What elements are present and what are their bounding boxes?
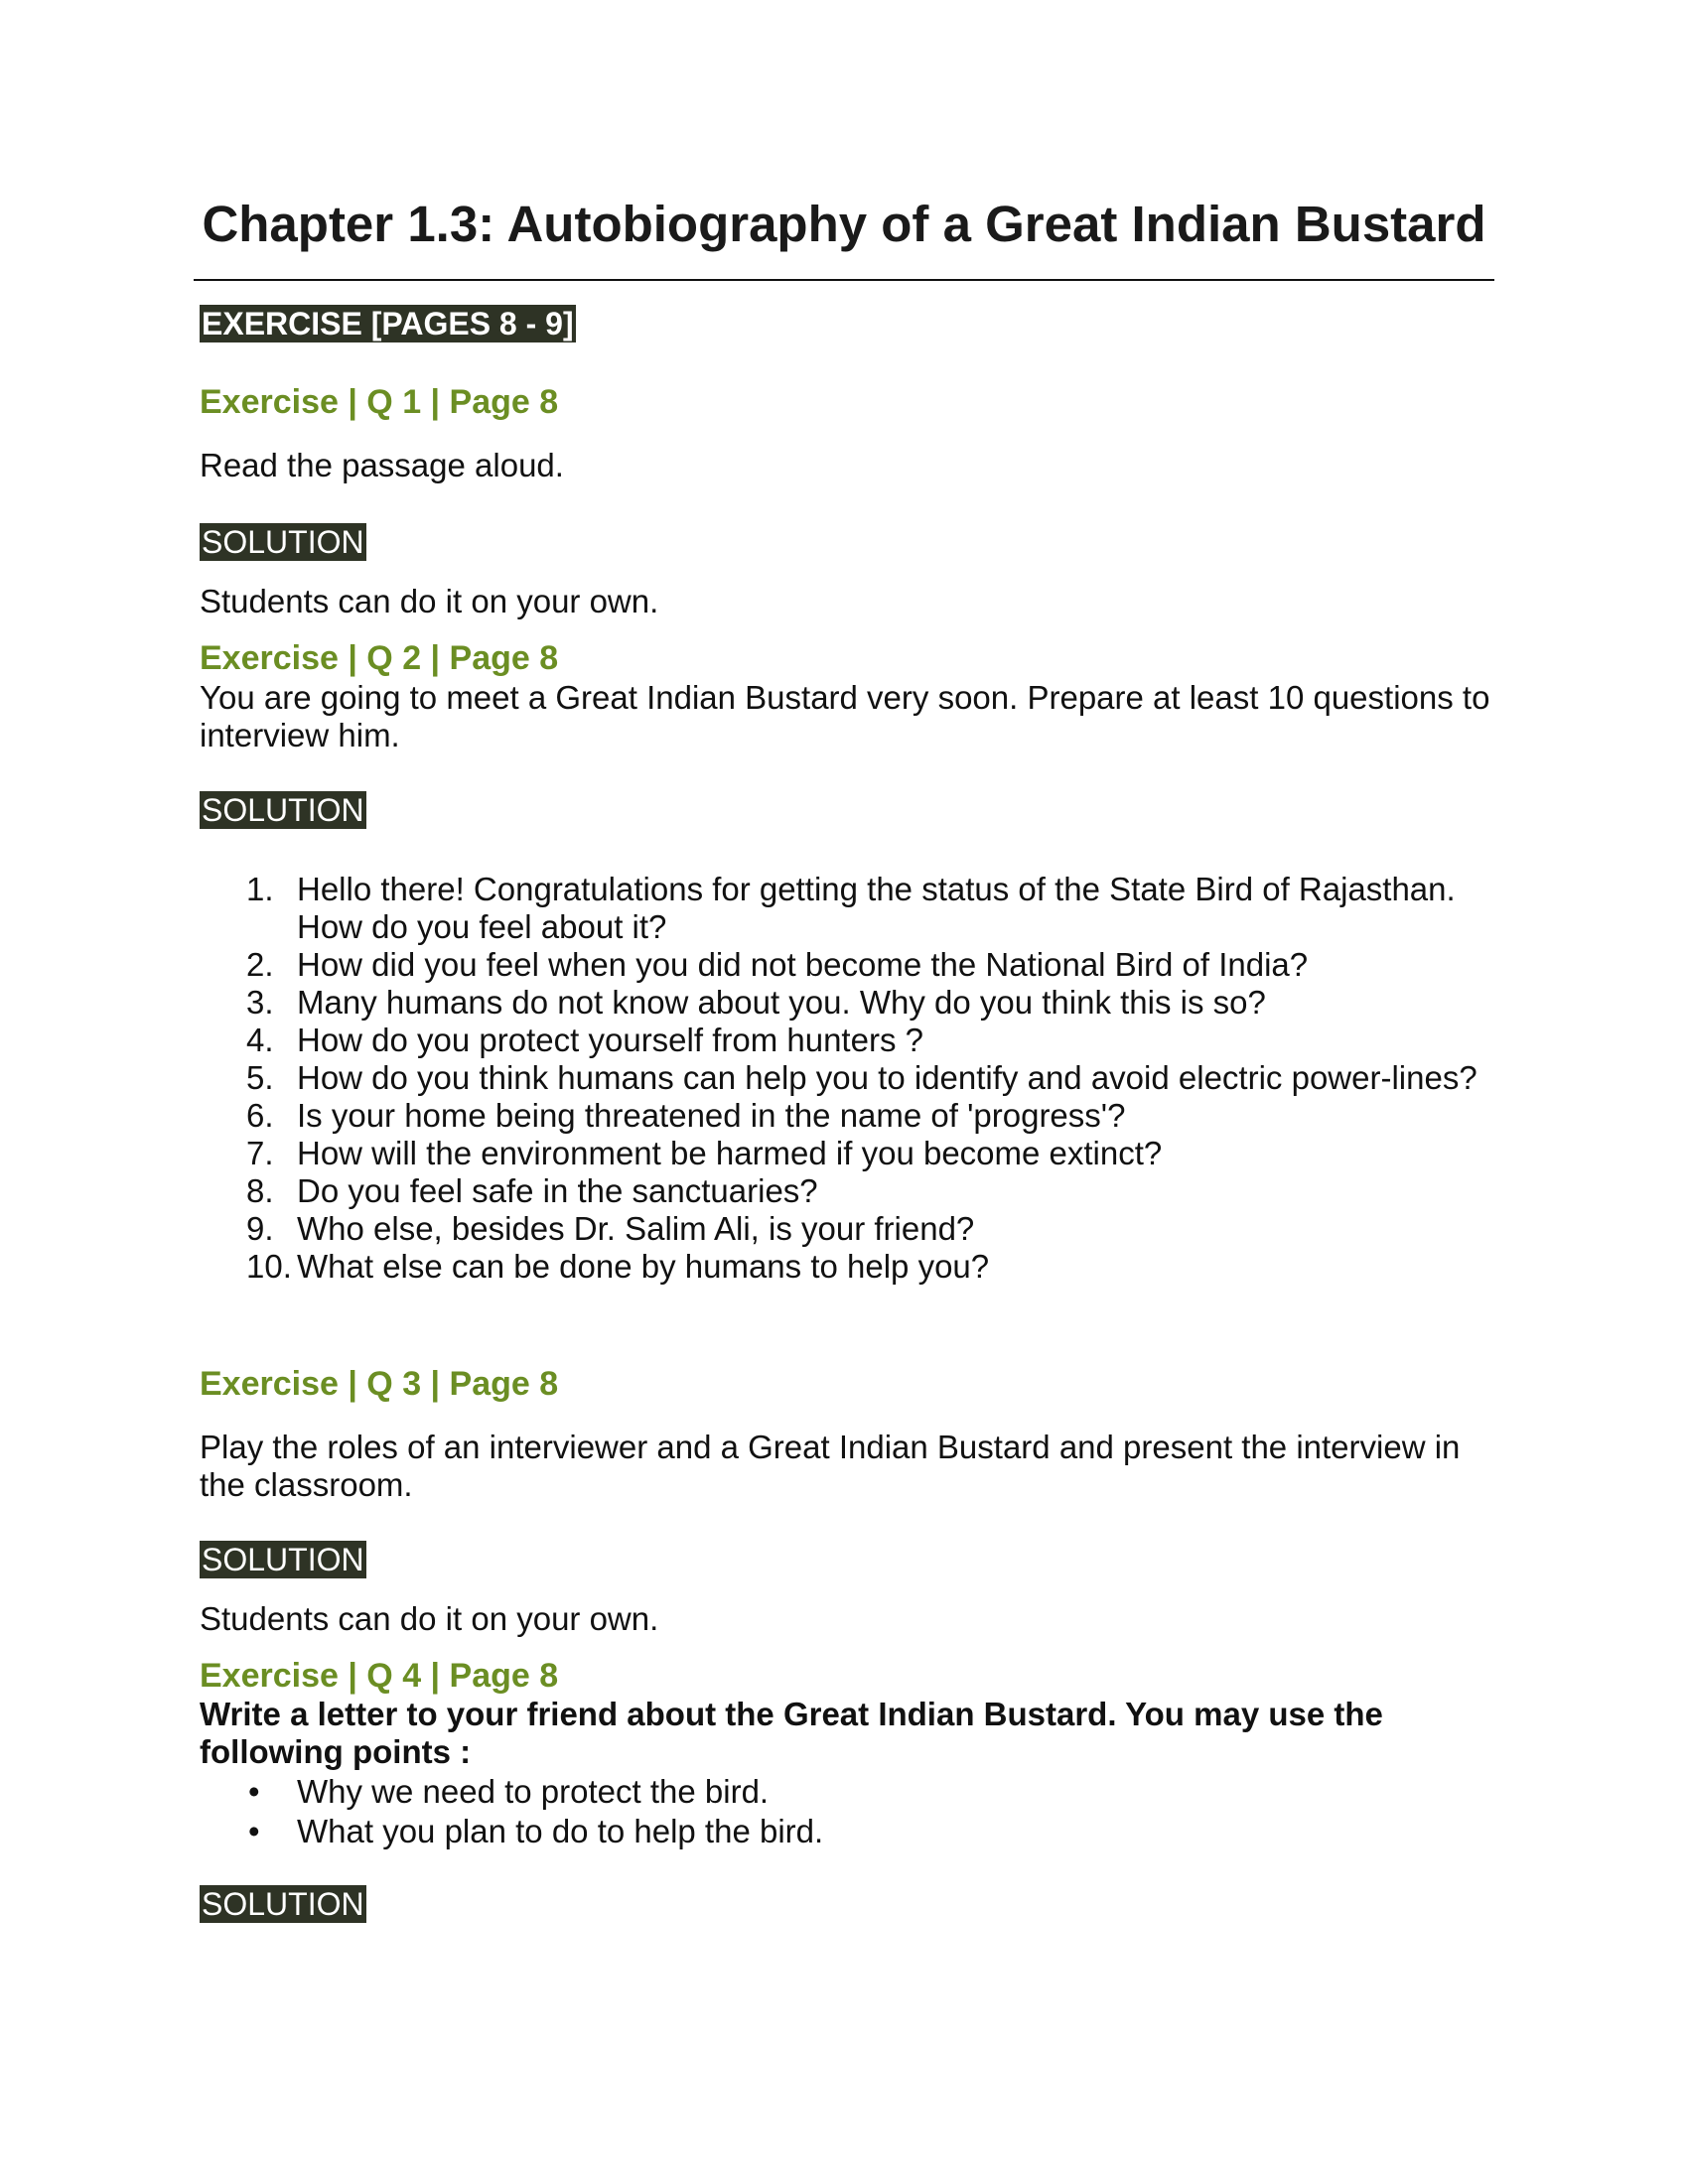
list-item-text: Why we need to protect the bird. <box>297 1773 770 1810</box>
bullet-icon: • <box>248 1813 260 1849</box>
q4-question-text: Write a letter to your friend about the Great Indian Bustard. You may use the following points : <box>200 1696 1383 1770</box>
list-item-number: 10. <box>246 1248 292 1285</box>
list-item <box>200 1210 1490 1248</box>
q3-solution-label: SOLUTION <box>202 1542 364 1577</box>
list-item <box>200 1772 1490 1812</box>
list-item-text: Who else, besides Dr. Salim Ali, is your friend? <box>297 1210 975 1247</box>
q3-heading: Exercise | Q 3 | Page 8 <box>200 1365 559 1403</box>
list-item-number: 7. <box>246 1135 274 1171</box>
list-item <box>200 984 1490 1022</box>
list-item-number: 9. <box>246 1210 274 1247</box>
list-item-text: How did you feel when you did not become the National Bird of India? <box>297 946 1309 983</box>
q4-points-list <box>200 1772 1490 1851</box>
list-item <box>200 1059 1490 1097</box>
chapter-title: Chapter 1.3: Autobiography of a Great Indian Bustard <box>202 196 1486 252</box>
list-item-text: How do you think humans can help you to identify and avoid electric power-lines? <box>297 1059 1477 1096</box>
q2-question-text: You are going to meet a Great Indian Bustard very soon. Prepare at least 10 questions to interview him. <box>200 679 1490 753</box>
q1-solution-text: Students can do it on your own. <box>200 583 659 619</box>
list-item <box>200 1022 1490 1059</box>
list-item <box>200 946 1490 984</box>
list-item-text: What else can be done by humans to help you? <box>297 1248 990 1285</box>
list-item-number: 8. <box>246 1172 274 1209</box>
bullet-icon: • <box>248 1773 260 1810</box>
list-item <box>200 1248 1490 1286</box>
title-divider <box>194 279 1494 281</box>
list-item-text: Many humans do not know about you. Why do you think this is so? <box>297 984 1266 1021</box>
list-item-text: How do you protect yourself from hunters ? <box>297 1022 923 1058</box>
list-item <box>200 1812 1490 1851</box>
q3-question-text: Play the roles of an interviewer and a Great Indian Bustard and present the interview in the classroom. <box>200 1429 1461 1503</box>
list-item <box>200 871 1490 946</box>
q1-question-text: Read the passage aloud. <box>200 447 564 483</box>
q4-heading: Exercise | Q 4 | Page 8 <box>200 1657 559 1695</box>
list-item-number: 4. <box>246 1022 274 1058</box>
list-item-text: Do you feel safe in the sanctuaries? <box>297 1172 818 1209</box>
list-item <box>200 1097 1490 1135</box>
q1-heading: Exercise | Q 1 | Page 8 <box>200 383 559 421</box>
q1-solution-label: SOLUTION <box>202 524 364 560</box>
q2-solution-label: SOLUTION <box>202 792 364 828</box>
exercise-pages-tag: EXERCISE [PAGES 8 - 9] <box>202 306 574 341</box>
q3-solution-text: Students can do it on your own. <box>200 1600 659 1637</box>
list-item <box>200 1172 1490 1210</box>
list-item-number: 5. <box>246 1059 274 1096</box>
q2-interview-questions-list <box>200 871 1490 1286</box>
list-item-text: What you plan to do to help the bird. <box>297 1813 824 1849</box>
q4-solution-label: SOLUTION <box>202 1886 364 1922</box>
list-item-number: 3. <box>246 984 274 1021</box>
list-item <box>200 1135 1490 1172</box>
list-item-text: How will the environment be harmed if you become extinct? <box>297 1135 1163 1171</box>
list-item-number: 2. <box>246 946 274 983</box>
list-item-number: 6. <box>246 1097 274 1134</box>
list-item-text: Is your home being threatened in the name of 'progress'? <box>297 1097 1126 1134</box>
q2-heading: Exercise | Q 2 | Page 8 <box>200 639 559 677</box>
list-item-text: Hello there! Congratulations for getting the status of the State Bird of Rajasthan. How do you feel about it? <box>297 871 1456 945</box>
list-item-number: 1. <box>246 871 274 907</box>
